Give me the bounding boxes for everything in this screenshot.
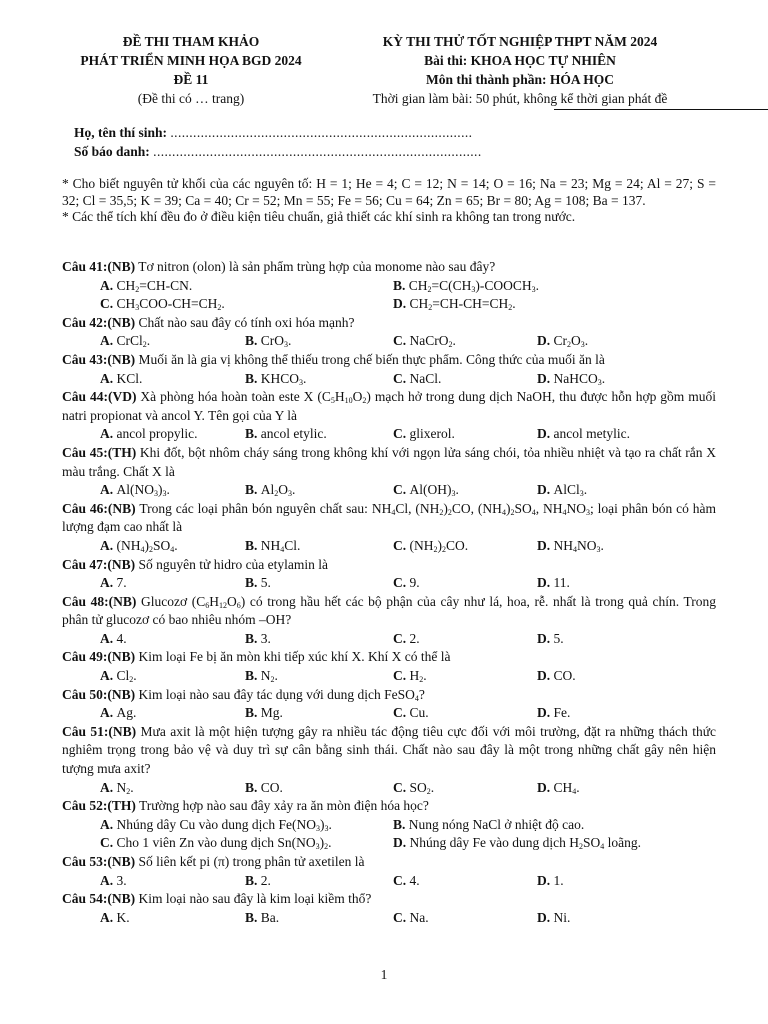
option-letter: D.	[393, 296, 410, 312]
option-letter: B.	[245, 333, 261, 349]
exam-component: Môn thi thành phần: HÓA HỌC	[426, 72, 614, 87]
question-label: Câu 50:(NB)	[62, 686, 136, 702]
option-letter: B.	[245, 705, 261, 721]
option-letter: D.	[537, 779, 554, 795]
question-stem	[62, 723, 716, 779]
option-text: 5.	[553, 630, 564, 646]
option-text: $CH_2=CH-CH=CH_2$.	[409, 296, 516, 313]
option-letter: A.	[100, 630, 117, 646]
options-row	[62, 574, 716, 593]
question-44	[62, 388, 716, 444]
question-label: Câu 51:(NB)	[62, 723, 137, 739]
option-letter: A.	[100, 779, 117, 795]
option-letter: C.	[100, 835, 117, 851]
option-text: Nung nóng NaCl ở nhiệt độ cao.	[408, 816, 585, 832]
option-letter: B.	[245, 779, 261, 795]
answer-option-a	[100, 370, 142, 389]
header-right	[340, 32, 700, 110]
option-text: ancol etylic.	[260, 426, 327, 442]
option-letter: A.	[100, 872, 117, 888]
question-stem	[62, 500, 716, 537]
answer-option-b	[245, 872, 271, 891]
option-letter: A.	[100, 816, 117, 832]
option-letter: B.	[245, 630, 261, 646]
answer-option-d	[393, 295, 516, 314]
option-text: 4.	[116, 630, 127, 646]
options-row	[62, 834, 716, 853]
student-id-line	[74, 142, 482, 161]
option-text: Nhúng dây Fe vào dung dịch $H_2SO_4$ loãng.	[409, 835, 641, 852]
answer-option-a	[100, 667, 137, 686]
option-letter: B.	[245, 668, 261, 684]
question-text: Trong các loại phân bón nguyên chất sau: $NH_4Cl$, $(NH_2)_2CO$, $(NH_4)_2SO_4$, $NH_4NO_3$; loại phân bón có hàm lượng đạm cao nhất là	[62, 500, 717, 535]
answer-option-b	[245, 909, 279, 928]
answer-option-c	[393, 332, 456, 351]
option-letter: C.	[393, 426, 410, 442]
option-text: 3.	[116, 872, 127, 888]
option-text: $Al_2O_3$.	[260, 482, 296, 499]
option-text: NaHCO$_3$.	[553, 370, 606, 387]
option-letter: D.	[537, 426, 554, 442]
answer-option-d	[537, 370, 605, 389]
question-text: Kim loại nào sau đây là kim loại kiềm thổ?	[135, 891, 372, 907]
question-label: Câu 54:(NB)	[62, 891, 136, 907]
option-text: 2.	[260, 872, 271, 888]
option-text: Nhúng dây Cu vào dung dịch $Fe(NO_3)_3$.	[116, 816, 332, 833]
answer-option-a	[100, 816, 332, 835]
option-letter: D.	[537, 482, 554, 498]
option-text: CO.	[553, 668, 576, 684]
question-stem	[62, 444, 716, 481]
option-text: CrCl$_2$.	[116, 333, 151, 350]
answer-option-b	[245, 667, 278, 686]
option-letter: B.	[245, 909, 261, 925]
option-text: Cu.	[409, 705, 429, 721]
option-text: glixerol.	[409, 426, 455, 442]
option-text: Ba.	[260, 909, 280, 925]
option-text: KCl.	[116, 370, 143, 386]
answer-option-c	[393, 630, 420, 649]
option-letter: A.	[100, 482, 117, 498]
option-text: ancol metylic.	[553, 426, 630, 442]
option-text: $NH_4Cl$.	[260, 537, 301, 554]
option-letter: C.	[393, 537, 410, 553]
option-letter: A.	[100, 537, 117, 553]
option-text: Cho 1 viên Zn vào dung dịch $Sn(NO_3)_2$.	[116, 835, 332, 852]
options-row	[62, 704, 716, 723]
options-row	[62, 909, 716, 928]
question-stem	[62, 853, 716, 872]
answer-option-a	[100, 425, 197, 444]
option-letter: D.	[537, 872, 554, 888]
option-letter: C.	[393, 482, 410, 498]
question-48	[62, 593, 716, 649]
option-letter: A.	[100, 277, 117, 293]
options-row	[62, 779, 716, 798]
question-text: Mưa axit là một hiện tượng gây ra nhiều tác động tiêu cực đối với môi trường, đặt ra những thách thức nghiêm trọng trong bảo vệ và duy trì sự cân bằng sinh thái. Chất nào sau đây là một trong những chất gây nên hiện tượng mưa axit?	[62, 723, 717, 777]
answer-option-c	[393, 704, 429, 723]
option-letter: C.	[393, 779, 410, 795]
student-name-line	[74, 123, 482, 142]
option-text: $CH_2=CH-CN$.	[116, 277, 193, 294]
atomic-mass-note: * Cho biết nguyên tử khối của các nguyên tố: H = 1; He = 4; C = 12; N = 14; O = 16; Na = 23; Mg = 24; Al = 27; S = 32; Cl = 35,5; K = 39; Ca = 40; Cr = 52; Mn = 55; Fe = 56; Cu = 64; Zn = 65; Br = 80; Ag = 108; Ba = 137.	[62, 176, 716, 208]
option-text: 9.	[409, 575, 420, 591]
question-text: Kim loại nào sau đây tác dụng với dung dịch FeSO$_4$?	[135, 686, 425, 703]
options-row	[62, 537, 716, 556]
option-text: $N_2$.	[116, 779, 134, 796]
answer-option-b	[245, 370, 306, 389]
answer-option-b	[245, 425, 327, 444]
exam-duration: Thời gian làm bài: 50 phút, không kể thời gian phát đề	[372, 91, 668, 106]
answer-option-b	[245, 481, 295, 500]
answer-option-d	[537, 667, 576, 686]
answer-option-c	[393, 425, 455, 444]
answer-option-d	[537, 425, 630, 444]
option-text: ancol propylic.	[116, 426, 198, 442]
option-text: NaCrO$_2$.	[409, 333, 456, 350]
answer-option-d	[537, 779, 580, 798]
question-text: Trường hợp nào sau đây xảy ra ăn mòn điện hóa học?	[135, 798, 429, 814]
option-text: 1.	[553, 872, 564, 888]
question-label: Câu 48:(NB)	[62, 593, 137, 609]
option-text: $N_2$.	[260, 668, 278, 685]
option-letter: B.	[393, 277, 409, 293]
option-text: 11.	[553, 575, 570, 591]
question-label: Câu 53:(NB)	[62, 854, 136, 869]
answer-option-c	[393, 574, 420, 593]
header-rule	[554, 109, 768, 110]
exam-source: PHÁT TRIỂN MINH HỌA BGD 2024	[80, 53, 302, 68]
options-row	[62, 816, 716, 835]
answer-option-a	[100, 481, 170, 500]
option-text: $CH_2=C(CH_3)-COOCH_3$.	[408, 277, 540, 294]
answer-option-b	[245, 537, 300, 556]
answer-option-c	[393, 909, 429, 928]
option-letter: D.	[537, 668, 554, 684]
option-letter: B.	[245, 370, 261, 386]
answer-option-b	[245, 574, 271, 593]
option-text: Fe.	[553, 705, 571, 721]
answer-option-a	[100, 909, 130, 928]
option-text: $(NH_2)_2CO$.	[409, 537, 469, 554]
question-list	[62, 258, 716, 927]
option-letter: D.	[393, 835, 410, 851]
exam-notes	[62, 176, 716, 226]
question-stem	[62, 686, 716, 705]
option-text: Mg.	[260, 705, 283, 721]
question-label: Câu 44:(VD)	[62, 389, 137, 405]
option-letter: A.	[100, 426, 117, 442]
answer-option-c	[393, 667, 427, 686]
student-name-field: ................................................................................	[170, 125, 473, 140]
exam-subject: Bài thi: KHOA HỌC TỰ NHIÊN	[424, 53, 616, 68]
option-letter: B.	[245, 575, 261, 591]
answer-option-a	[100, 630, 127, 649]
answer-option-d	[393, 834, 641, 853]
answer-option-d	[537, 630, 564, 649]
option-letter: A.	[100, 333, 117, 349]
question-52	[62, 797, 716, 853]
question-stem	[62, 890, 716, 909]
page-count-note: (Đề thi có … trang)	[137, 91, 245, 106]
student-id-field: .......................................................................................	[153, 144, 482, 159]
answer-option-c	[393, 872, 420, 891]
question-label: Câu 43:(NB)	[62, 351, 136, 367]
question-stem	[62, 556, 716, 575]
exam-type: ĐỀ THI THAM KHẢO	[122, 34, 260, 49]
option-text: 7.	[116, 575, 127, 591]
student-name-label: Họ, tên thí sinh:	[74, 125, 168, 140]
option-letter: B.	[245, 482, 261, 498]
question-text: Muối ăn là gia vị không thể thiếu trong chế biến thực phẩm. Công thức của muối ăn là	[135, 351, 605, 367]
option-letter: A.	[100, 705, 117, 721]
option-text: 4.	[409, 872, 420, 888]
answer-option-d	[537, 537, 604, 556]
options-row	[62, 425, 716, 444]
answer-option-d	[537, 332, 588, 351]
option-letter: B.	[245, 426, 261, 442]
options-row	[62, 630, 716, 649]
option-text: $KHCO_3$.	[260, 370, 307, 387]
answer-option-b	[245, 332, 291, 351]
question-stem	[62, 797, 716, 816]
question-47	[62, 556, 716, 593]
question-50	[62, 686, 716, 723]
answer-option-a	[100, 574, 127, 593]
question-label: Câu 47:(NB)	[62, 556, 136, 572]
answer-option-a	[100, 537, 178, 556]
answer-option-c	[100, 295, 225, 314]
option-letter: D.	[537, 575, 554, 591]
answer-option-d	[537, 872, 564, 891]
option-text: Ni.	[553, 909, 571, 925]
question-43	[62, 351, 716, 388]
question-label: Câu 52:(TH)	[62, 798, 136, 814]
option-letter: A.	[100, 575, 117, 591]
page-number: 1	[380, 967, 388, 982]
question-stem	[62, 388, 716, 425]
option-letter: A.	[100, 370, 117, 386]
answer-option-d	[537, 481, 587, 500]
option-text: $Al(NO_3)_3$.	[116, 482, 170, 499]
answer-option-a	[100, 872, 127, 891]
question-stem	[62, 648, 716, 667]
options-row	[62, 277, 716, 296]
answer-option-b	[393, 277, 539, 296]
gas-volume-note: * Các thể tích khí đều đo ở điều kiện tiêu chuẩn, giả thiết các khí sinh ra không tan trong nước.	[62, 209, 576, 225]
answer-option-b	[245, 630, 271, 649]
answer-option-c	[393, 537, 468, 556]
question-41	[62, 258, 716, 314]
question-49	[62, 648, 716, 685]
option-text: Ag.	[116, 705, 137, 721]
option-text: 2.	[409, 630, 420, 646]
option-letter: D.	[537, 909, 554, 925]
option-text: $H_2$.	[409, 668, 427, 685]
option-letter: C.	[393, 370, 410, 386]
option-text: AlCl$_3$.	[553, 482, 588, 499]
question-label: Câu 45:(TH)	[62, 444, 137, 460]
student-info	[74, 123, 482, 161]
option-letter: C.	[393, 909, 410, 925]
options-row	[62, 667, 716, 686]
answer-option-b	[245, 704, 283, 723]
question-stem	[62, 593, 716, 630]
question-label: Câu 49:(NB)	[62, 649, 136, 665]
option-text: $Cr_2O_3$.	[553, 333, 589, 350]
option-letter: C.	[393, 630, 410, 646]
options-row	[62, 295, 716, 314]
option-text: K.	[116, 909, 130, 925]
question-label: Câu 42:(NB)	[62, 314, 136, 330]
exam-title: KỲ THI THỬ TỐT NGHIỆP THPT NĂM 2024	[382, 34, 658, 49]
question-label: Câu 41:(NB)	[62, 259, 136, 274]
answer-option-a	[100, 277, 192, 296]
option-text: $CH_3COO-CH=CH_2$.	[116, 296, 225, 313]
option-letter: D.	[537, 630, 554, 646]
answer-option-c	[393, 779, 434, 798]
answer-option-a	[100, 779, 134, 798]
question-45	[62, 444, 716, 500]
question-stem	[62, 351, 716, 370]
option-letter: D.	[537, 333, 554, 349]
option-letter: D.	[537, 705, 554, 721]
answer-option-d	[537, 704, 570, 723]
option-letter: C.	[393, 575, 410, 591]
answer-option-d	[537, 574, 570, 593]
student-id-label: Số báo danh:	[74, 144, 150, 159]
option-letter: D.	[537, 537, 554, 553]
question-text: Số nguyên tử hidro của etylamin là	[135, 556, 329, 572]
option-letter: A.	[100, 909, 117, 925]
option-text: $SO_2$.	[409, 779, 435, 796]
option-text: CrO$_3$.	[260, 333, 292, 350]
question-53	[62, 853, 716, 890]
option-letter: C.	[100, 296, 117, 312]
question-text: Khi đốt, bột nhôm cháy sáng trong không khí với ngọn lửa sáng chói, tỏa nhiều nhiệt và tạo ra chất rắn X màu trắng. Chất X là	[62, 444, 716, 479]
exam-code: ĐỀ 11	[173, 72, 209, 87]
options-row	[62, 481, 716, 500]
question-label: Câu 46:(NB)	[62, 500, 136, 516]
option-text: $Cl_2$.	[116, 668, 137, 685]
answer-option-b	[245, 779, 283, 798]
option-text: 3.	[260, 630, 271, 646]
question-text: Tơ nitron (olon) là sản phẩm trùng hợp của monome nào sau đây?	[135, 259, 496, 274]
option-text: $NH_4NO_3$.	[553, 537, 604, 554]
question-54	[62, 890, 716, 927]
answer-option-c	[393, 370, 441, 389]
option-letter: B.	[245, 537, 261, 553]
option-letter: D.	[537, 370, 554, 386]
option-text: NaCl.	[409, 370, 442, 386]
question-stem	[62, 314, 716, 333]
option-letter: C.	[393, 668, 410, 684]
answer-option-a	[100, 332, 150, 351]
answer-option-a	[100, 704, 136, 723]
option-letter: C.	[393, 872, 410, 888]
option-text: Na.	[409, 909, 429, 925]
header-left	[60, 32, 322, 108]
option-letter: B.	[393, 816, 409, 832]
option-text: $(NH_4)_2SO_4$.	[116, 537, 178, 554]
answer-option-d	[537, 909, 570, 928]
answer-option-b	[393, 816, 584, 835]
question-text: Số liên kết pi (π) trong phân tử axetilen là	[135, 854, 365, 869]
question-stem	[62, 258, 716, 277]
question-text: Glucozơ $(C_6H_{12}O_6)$ có trong hầu hết các bộ phận của cây như lá, hoa, rễ. nhất là trong quả chín. Trong phân tử glucozơ có bao nhiêu nhóm –OH?	[62, 593, 717, 628]
option-letter: B.	[245, 872, 261, 888]
option-text: $Al(OH)_3$.	[409, 482, 459, 499]
question-42	[62, 314, 716, 351]
answer-option-c	[393, 481, 459, 500]
options-row	[62, 332, 716, 351]
question-text: Xà phòng hóa hoàn toàn este X $(C_5H_{10}O_2)$ mạch hở trong dung dịch NaOH, thu được hỗn hợp gồm muối natri propionat và ancol Y. Tên gọi của Y là	[62, 389, 717, 423]
answer-option-c	[100, 834, 331, 853]
option-letter: A.	[100, 668, 117, 684]
question-text: Kim loại Fe bị ăn mòn khi tiếp xúc khí X. Khí X có thể là	[135, 649, 451, 665]
option-letter: C.	[393, 333, 410, 349]
question-51	[62, 723, 716, 797]
option-letter: C.	[393, 705, 410, 721]
option-text: $CH_4$.	[553, 779, 580, 796]
options-row	[62, 872, 716, 891]
question-46	[62, 500, 716, 556]
question-text: Chất nào sau đây có tính oxi hóa mạnh?	[135, 314, 355, 330]
option-text: 5.	[260, 575, 271, 591]
option-text: CO.	[260, 779, 283, 795]
options-row	[62, 370, 716, 389]
